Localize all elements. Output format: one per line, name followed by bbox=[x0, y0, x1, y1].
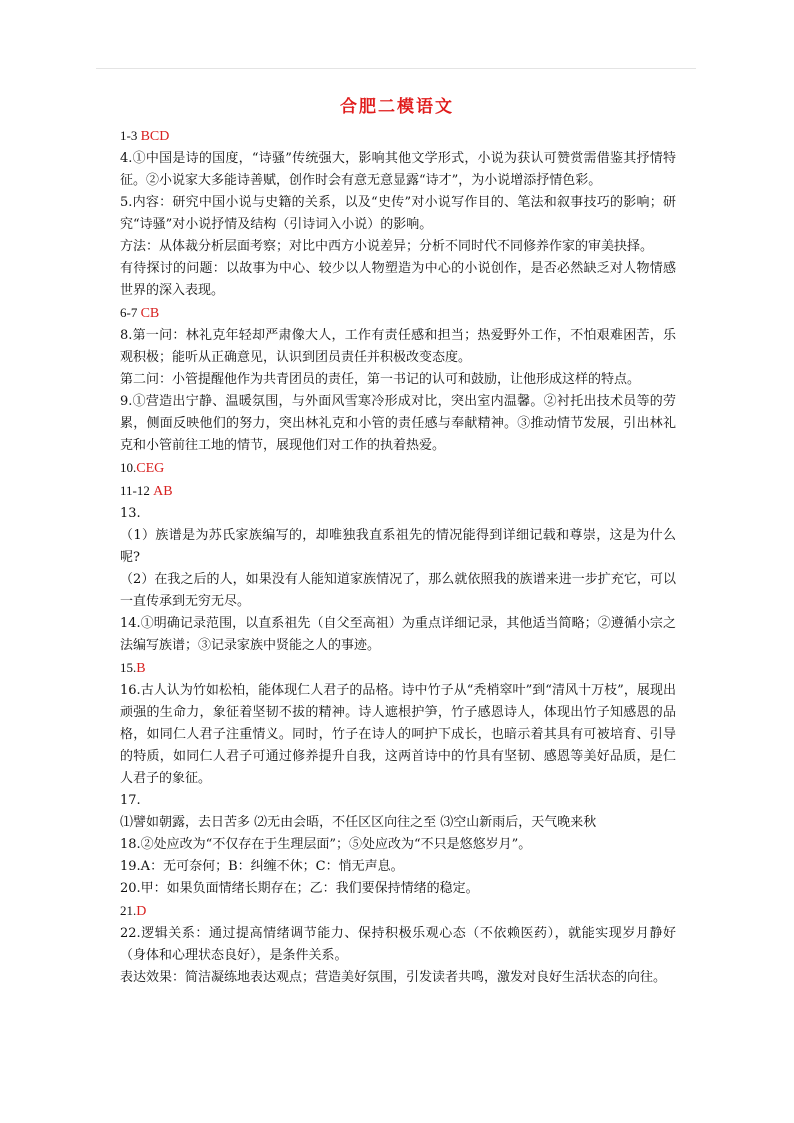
answer-4: 4.①中国是诗的国度，“诗骚”传统强大，影响其他文学形式，小说为获认可赞赏需借鉴其抒情特征。②小说家大多能诗善赋，创作时会有意无意显露“诗才”，为小说增添抒情色彩。 bbox=[120, 151, 676, 188]
page-title: 合肥二模语文 bbox=[340, 97, 454, 117]
answer-9: 9.①营造出宁静、温暖氛围，与外面风雪寒冷形成对比，突出室内温馨。②衬托出技术员等的劳累，侧面反映他们的努力，突出林礼克和小管的责任感与奉献精神。③推动情节发展，引出林礼克和小管前往工地的情节，展现他们对工作的执着热爱。 bbox=[120, 394, 676, 453]
answer-22-logic: 22.逻辑关系：通过提高情绪调节能力、保持积极乐观心态（不依赖医药），就能实现岁月静好（身体和心理状态良好），是条件关系。 bbox=[120, 926, 676, 963]
answer-17: ⑴譬如朝露，去日苦多 ⑵无由会晤，不任区区向往之至 ⑶空山新雨后，天气晚来秋 bbox=[120, 815, 597, 830]
answer-13-part1: （1）族谱是为苏氏家族编写的，却唯独我直系祖先的情况能得到详细记载和尊崇，这是为什么呢? bbox=[120, 528, 676, 565]
question-number: 11-12 bbox=[120, 483, 154, 498]
answer-13-part2: （2）在我之后的人，如果没有人能知道家族情况了，那么就依照我的族谱来进一步扩充它，可以一直传承到无穷无尽。 bbox=[120, 572, 676, 609]
choice-answer: B bbox=[136, 661, 146, 676]
choice-answer: CEG bbox=[136, 461, 165, 476]
question-number: 10. bbox=[120, 460, 137, 475]
choice-answer: AB bbox=[153, 484, 173, 499]
answer-11-12 bbox=[120, 480, 676, 503]
top-divider bbox=[96, 68, 696, 69]
answer-15 bbox=[120, 657, 676, 680]
question-number: 1-3 bbox=[120, 128, 141, 143]
answer-content bbox=[120, 125, 676, 989]
answer-21 bbox=[120, 900, 676, 923]
answer-20: 20.甲：如果负面情绪长期存在；乙：我们要保持情绪的稳定。 bbox=[120, 881, 479, 896]
question-number: 15. bbox=[120, 660, 137, 675]
answer-1-3 bbox=[120, 125, 676, 148]
answer-5-issue: 有待探讨的问题：以故事为中心、较少以人物塑造为中心的小说创作，是否必然缺乏对人物情感世界的深入表现。 bbox=[120, 261, 676, 298]
answer-5-content: 5.内容：研究中国小说与史籍的关系，以及“史传”对小说写作目的、笔法和叙事技巧的影响；研究“诗骚”对小说抒情及结构（引诗词入小说）的影响。 bbox=[120, 195, 676, 232]
answer-19: 19.A：无可奈何；B：纠缠不休；C：悄无声息。 bbox=[120, 859, 404, 874]
answer-17-label: 17. bbox=[120, 793, 141, 808]
choice-answer: D bbox=[136, 904, 147, 919]
answer-8-part1: 8.第一问：林礼克年轻却严肃像大人，工作有责任感和担当；热爱野外工作，不怕艰难困苦，乐观积极；能听从正确意见，认识到团员责任并积极改变态度。 bbox=[120, 328, 676, 365]
question-number: 21. bbox=[120, 903, 137, 918]
answer-14: 14.①明确记录范围，以直系祖先（自父至高祖）为重点详细记录，其他适当简略；②遵循小宗之法编写族谱；③记录家族中贤能之人的事迹。 bbox=[120, 616, 676, 653]
choice-answer: BCD bbox=[140, 129, 170, 144]
answer-5-method: 方法：从体裁分析层面考察；对比中西方小说差异；分析不同时代不同修养作家的审美抉择。 bbox=[120, 239, 654, 254]
answer-13-label: 13. bbox=[120, 506, 141, 521]
answer-10 bbox=[120, 457, 676, 480]
choice-answer: CB bbox=[140, 306, 160, 321]
answer-18: 18.②处应改为“不仅存在于生理层面”；⑤处应改为“不只是悠悠岁月”。 bbox=[120, 837, 532, 852]
answer-16: 16.古人认为竹如松柏，能体现仁人君子的品格。诗中竹子从“秃梢窣叶”到“清风十万枝”，展现出顽强的生命力，象征着坚韧不拔的精神。诗人遮根护笋，竹子感恩诗人，体现出竹子知感恩的品格，如同仁人君子注重情义。同时，竹子在诗人的呵护下成长，也暗示着其具有可被培育、引导的特质，如同仁人君子可通过修养提升自我，这两首诗中的竹具有坚韧、感恩等美好品质，是仁人君子的象征。 bbox=[120, 683, 676, 786]
question-number: 6-7 bbox=[120, 305, 141, 320]
answer-22-effect: 表达效果：简洁凝练地表达观点；营造美好氛围，引发读者共鸣，激发对良好生活状态的向往。 bbox=[120, 970, 667, 985]
answer-8-part2: 第二问：小管提醒他作为共青团员的责任，第一书记的认可和鼓励，让他形成这样的特点。 bbox=[120, 372, 641, 387]
answer-6-7 bbox=[120, 302, 676, 325]
